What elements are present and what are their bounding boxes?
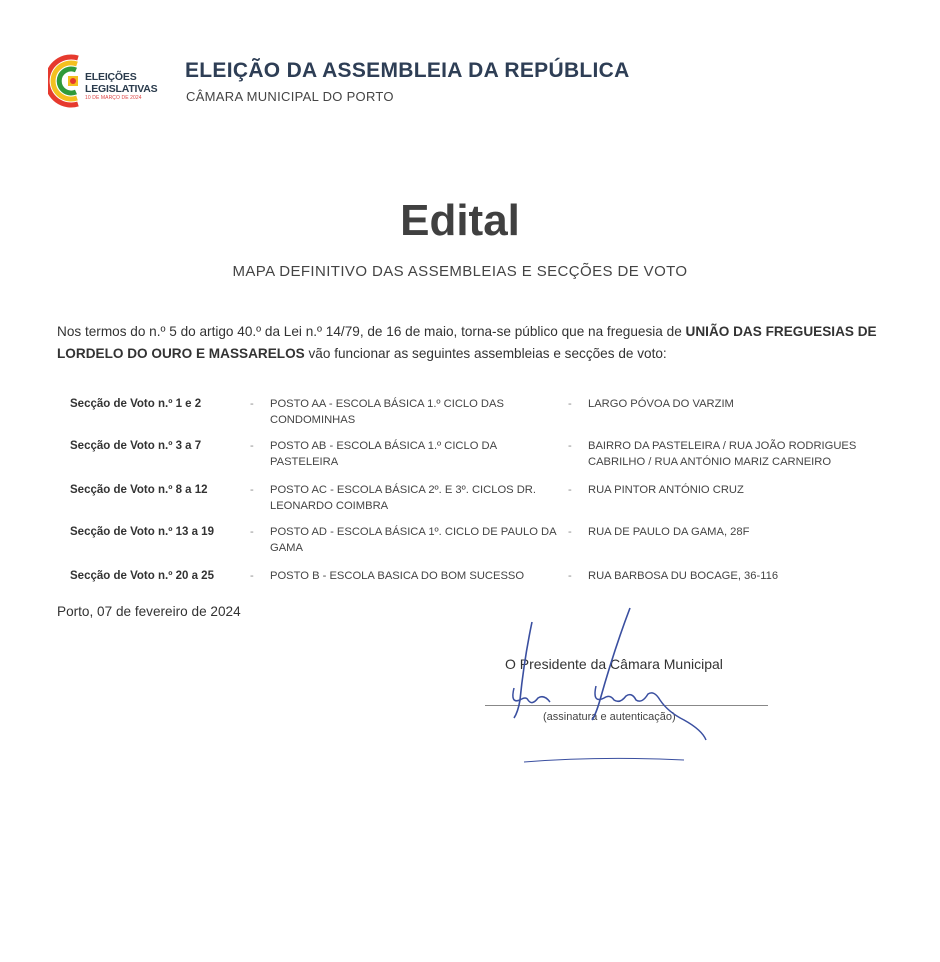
polling-station: POSTO B - ESCOLA BASICA DO BOM SUCESSO [270, 570, 525, 582]
intro-text-after: vão funcionar as seguintes assembleias e secções de voto: [304, 346, 667, 361]
polling-station: POSTO AB - ESCOLA BÁSICA 1.º CICLO DA PASTELEIRA [270, 440, 497, 468]
parish-name: UNIÃO DAS FREGUESIAS DE LORDELO DO OURO E MASSARELOS [57, 324, 877, 361]
separator-dash: - [568, 570, 572, 582]
separator-dash: - [568, 398, 572, 410]
page-title: Edital [400, 196, 520, 245]
section-number: Secção de Voto n.º 8 a 12 [70, 484, 208, 496]
signature-note: (assinatura e autenticação) [543, 711, 676, 723]
handwritten-signature [480, 600, 720, 770]
separator-dash: - [568, 484, 572, 496]
page-subtitle: MAPA DEFINITIVO DAS ASSEMBLEIAS E SECÇÕES DE VOTO [232, 263, 688, 280]
header-subtitle: CÂMARA MUNICIPAL DO PORTO [186, 89, 394, 104]
header-title: ELEIÇÃO DA ASSEMBLEIA DA REPÚBLICA [185, 59, 630, 82]
station-address: BAIRRO DA PASTELEIRA / RUA JOÃO RODRIGUES CABRILHO / RUA ANTÓNIO MARIZ CARNEIRO [588, 440, 857, 468]
separator-dash: - [250, 570, 254, 582]
section-number: Secção de Voto n.º 3 a 7 [70, 440, 202, 452]
separator-dash: - [250, 398, 254, 410]
logo-line-1: ELEIÇÕES [85, 71, 137, 83]
intro-text-before: Nos termos do n.º 5 do artigo 40.º da Lei n.º 14/79, de 16 de maio, torna-se público que na freguesia de [57, 324, 686, 339]
logo-emblem-icon [48, 54, 88, 108]
section-number: Secção de Voto n.º 20 a 25 [70, 570, 214, 582]
station-address: RUA PINTOR ANTÓNIO CRUZ [588, 484, 744, 496]
station-address: LARGO PÓVOA DO VARZIM [588, 398, 734, 410]
polling-station: POSTO AA - ESCOLA BÁSICA 1.º CICLO DAS CONDOMINHAS [270, 398, 504, 426]
logo-line-2: LEGISLATIVAS [85, 82, 158, 95]
separator-dash: - [568, 440, 572, 452]
station-address: RUA BARBOSA DU BOCAGE, 36-116 [588, 570, 779, 582]
document-date: Porto, 07 de fevereiro de 2024 [57, 604, 241, 619]
separator-dash: - [250, 440, 254, 452]
polling-station: POSTO AD - ESCOLA BÁSICA 1º. CICLO DE PAULO DA GAMA [270, 526, 556, 554]
section-number: Secção de Voto n.º 13 a 19 [70, 526, 214, 538]
elections-logo [48, 52, 168, 112]
signatory-role: O Presidente da Câmara Municipal [505, 656, 723, 672]
station-address: RUA DE PAULO DA GAMA, 28F [588, 526, 750, 538]
separator-dash: - [568, 526, 572, 538]
separator-dash: - [250, 484, 254, 496]
section-number: Secção de Voto n.º 1 e 2 [70, 398, 202, 410]
intro-paragraph [57, 321, 877, 365]
logo-line-3: 10 DE MARÇO DE 2024 [85, 95, 142, 101]
polling-station: POSTO AC - ESCOLA BÁSICA 2º. E 3º. CICLOS DR. LEONARDO COIMBRA [270, 484, 536, 512]
document-header [48, 52, 908, 112]
separator-dash: - [250, 526, 254, 538]
